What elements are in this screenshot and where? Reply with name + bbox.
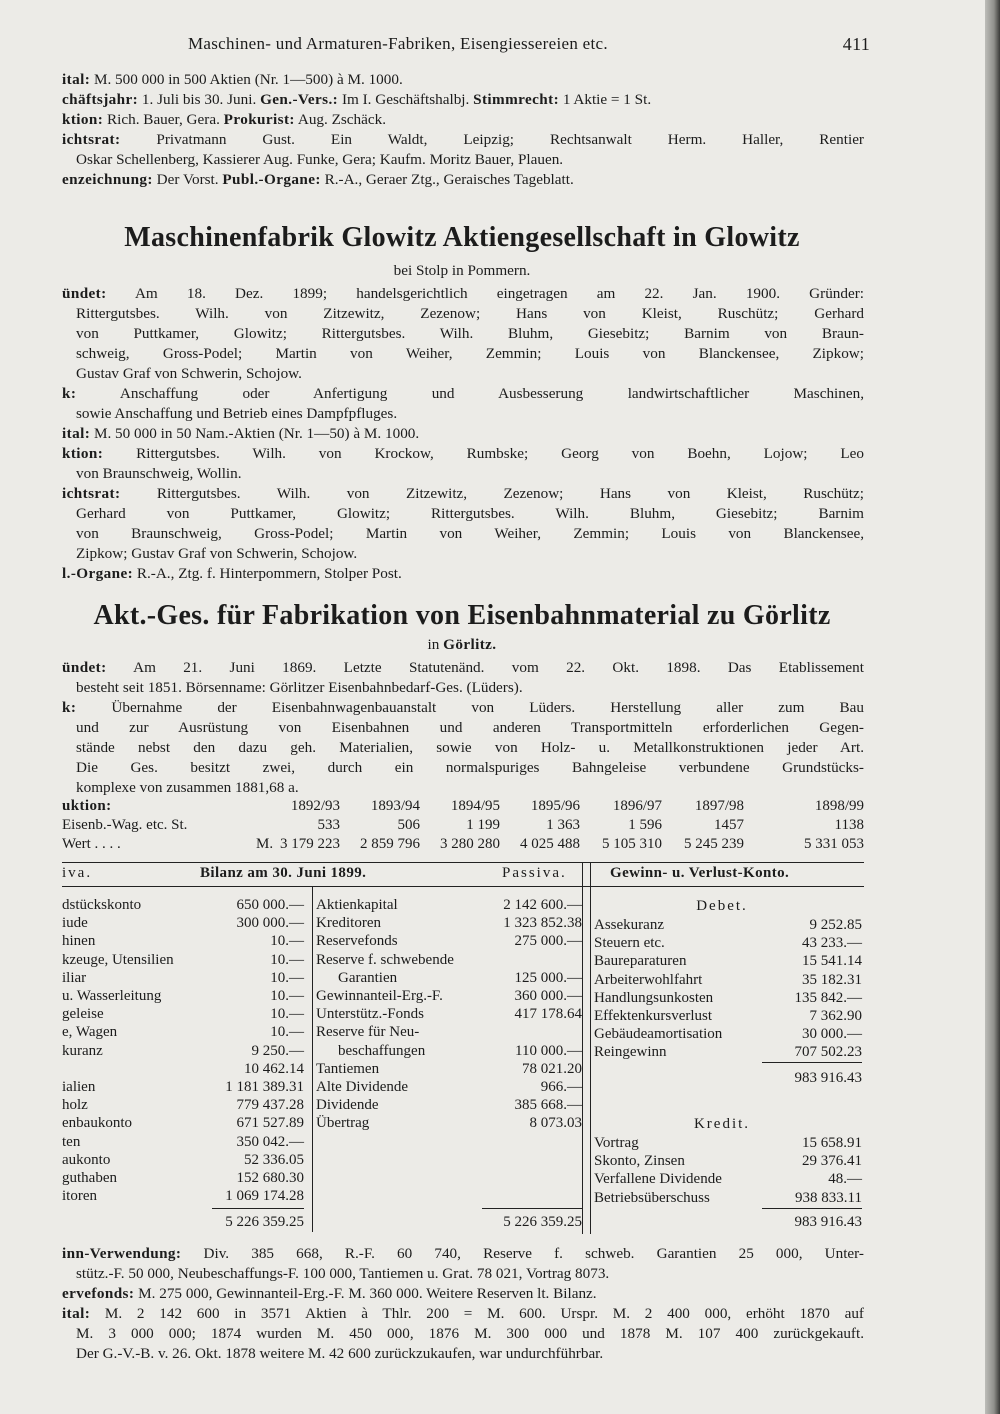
aktiva-item-amount: 650 000.— bbox=[236, 897, 304, 913]
text-line bbox=[62, 524, 864, 544]
text-line bbox=[62, 1244, 864, 1264]
passiva-item-amount: 125 000.— bbox=[514, 969, 582, 986]
field-label: ital: bbox=[62, 1305, 91, 1322]
passiva-item-amount: 385 668.— bbox=[514, 1097, 582, 1114]
kredit-item-amount: 938 833.11 bbox=[795, 1189, 862, 1206]
kredit-label: Kredit. bbox=[693, 1116, 751, 1132]
field-label: Gen.-Vers.: bbox=[260, 91, 339, 108]
field-value: M. 2 142 600 in 3571 Aktien à Thlr. 200 = M. 600. Urspr. M. 2 400 000, erhöht 1870 auf bbox=[90, 1305, 864, 1322]
debet-item-amount: 15 541.14 bbox=[802, 953, 862, 970]
field-value: stütz.-F. 50 000, Neubeschaffungs-F. 100 000, Tantiemen u. Grat. 78 021, Vortrag 8073. bbox=[76, 1265, 610, 1282]
field-value: stände nebst den dazu geh. Materialien, sowie von Holz- u. Metallkonstruktionen jeder Art. bbox=[76, 739, 864, 756]
text-line bbox=[62, 404, 864, 424]
field-label: chäftsjahr: bbox=[62, 91, 139, 108]
text-line bbox=[62, 778, 864, 798]
text-line bbox=[62, 364, 864, 384]
text-line bbox=[62, 658, 864, 678]
kredit-item-label: Vortrag bbox=[594, 1135, 639, 1151]
field-value: Am 21. Juni 1869. Letzte Statutenänd. vom 22. Okt. 1898. Das Etablissement bbox=[106, 659, 864, 676]
field-value: Im I. Geschäftshalbj. bbox=[338, 91, 474, 108]
text-line bbox=[62, 1284, 864, 1304]
field-label: k: bbox=[62, 699, 77, 716]
company2-subtitle-city: Görlitz. bbox=[443, 636, 497, 653]
field-value: Rittergutsbes. Wilh. von Zitzewitz, Zezenow; Hans von Kleist, Ruschütz; bbox=[120, 485, 864, 502]
field-label: ktion: bbox=[62, 445, 104, 462]
text-line bbox=[62, 544, 864, 564]
debet-item-label: Handlungsunkosten bbox=[594, 989, 714, 1006]
production-money-value: 5 245 239 bbox=[684, 836, 744, 852]
production-money-value: 2 859 796 bbox=[360, 836, 420, 852]
debet-item-amount: 135 842.— bbox=[794, 989, 862, 1006]
field-value: Gustav Graf von Schwerin, Schojow. bbox=[76, 365, 302, 382]
book-spine-shadow bbox=[985, 0, 1000, 1414]
field-value: Zipkow; Gustav Graf von Schwerin, Schojow. bbox=[76, 545, 358, 562]
text-line bbox=[62, 110, 864, 130]
aktiva-item-amount: 10.— bbox=[270, 988, 304, 1004]
text-line bbox=[62, 150, 864, 170]
debet-total: 983 916.43 bbox=[794, 1070, 862, 1086]
production-year: 1892/93 bbox=[290, 798, 340, 814]
company1-title: Maschinenfabrik Glowitz Aktiengesellschaft in Glowitz bbox=[124, 222, 800, 253]
balance-sheet bbox=[62, 862, 864, 1234]
running-header bbox=[188, 34, 870, 58]
aktiva-item-amount: 10.— bbox=[270, 969, 304, 986]
field-label: inn-Verwendung: bbox=[62, 1245, 182, 1262]
production-label: uktion: bbox=[62, 798, 112, 814]
aktiva-item-label: enbaukonto bbox=[62, 1115, 132, 1132]
aktiva-label: iva. bbox=[62, 865, 93, 881]
production-wagons-value: 506 bbox=[397, 817, 420, 833]
field-value: 1 Aktie = 1 St. bbox=[559, 91, 652, 108]
aktiva-total: 5 226 359.25 bbox=[225, 1214, 304, 1230]
passiva-item-amount: 1 323 852.38 bbox=[503, 915, 582, 932]
aktiva-item-label: kuranz bbox=[62, 1042, 103, 1059]
passiva-item-amount: 360 000.— bbox=[514, 988, 582, 1004]
field-value: Gerhard von Puttkamer, Glowitz; Rittergutsbes. Wilh. Bluhm, Giesebitz; Barnim bbox=[76, 505, 864, 522]
passiva-item-label: Gewinnanteil-Erg.-F. bbox=[316, 988, 443, 1004]
text-line bbox=[62, 718, 864, 738]
passiva-item-label: Reserve für Neu- bbox=[316, 1024, 420, 1041]
company2-title: Akt.-Ges. für Fabrikation von Eisenbahnmaterial zu Görlitz bbox=[93, 600, 831, 631]
field-label: ichtsrat: bbox=[62, 131, 121, 148]
page-number: 411 bbox=[842, 34, 870, 54]
passiva-item-amount: 110 000.— bbox=[515, 1042, 582, 1059]
text-line bbox=[62, 1344, 864, 1364]
debet-item-amount: 30 000.— bbox=[802, 1026, 862, 1043]
field-value: M. 3 000 000; 1874 wurden M. 450 000, 1876 M. 300 000 und 1878 M. 107 400 zurückgekauft. bbox=[76, 1325, 864, 1342]
company2-subtitle bbox=[62, 636, 862, 654]
text-line bbox=[62, 130, 864, 150]
passiva-item-amount: 2 142 600.— bbox=[503, 897, 582, 913]
company1-subtitle: bei Stolp in Pommern. bbox=[393, 262, 531, 279]
debet-item-label: Arbeiterwohlfahrt bbox=[594, 971, 703, 988]
production-table bbox=[62, 797, 864, 854]
field-value: Rich. Bauer, Gera. bbox=[103, 111, 224, 128]
aktiva-item-label: guthaben bbox=[62, 1170, 117, 1186]
production-row-wagons bbox=[62, 816, 864, 835]
text-line bbox=[62, 738, 864, 758]
field-label: ktion: bbox=[62, 111, 104, 128]
previous-company-tail bbox=[62, 70, 864, 190]
field-value: komplexe von zusammen 1881,68 a. bbox=[76, 779, 299, 796]
field-value: R.-A., Geraer Ztg., Geraisches Tageblatt. bbox=[320, 171, 574, 188]
aktiva-item-amount: 152 680.30 bbox=[236, 1170, 304, 1186]
passiva-item-label: Reservefonds bbox=[316, 933, 398, 950]
production-row1-label: Eisenb.-Wag. etc. St. bbox=[62, 817, 188, 833]
aktiva-item-label: e, Wagen bbox=[62, 1024, 118, 1041]
debet-item-label: Reingewinn bbox=[594, 1044, 667, 1061]
text-line bbox=[62, 1304, 864, 1324]
aktiva-item-label: ialien bbox=[62, 1079, 96, 1095]
field-value: sowie Anschaffung und Betrieb eines Dampfpfluges. bbox=[76, 405, 398, 422]
field-label: ital: bbox=[62, 425, 91, 442]
aktiva-item-label: dstückskonto bbox=[62, 897, 142, 913]
bilanz-title: Bilanz am 30. Juni 1899. bbox=[200, 865, 367, 881]
field-label: k: bbox=[62, 385, 77, 402]
production-year: 1893/94 bbox=[370, 798, 420, 814]
kredit-item-amount: 48.— bbox=[828, 1171, 862, 1188]
text-line bbox=[62, 384, 864, 404]
aktiva-item-amount: 10.— bbox=[270, 1006, 304, 1023]
aktiva-item-label: aukonto bbox=[62, 1151, 111, 1168]
passiva-item-label: beschaffungen bbox=[338, 1042, 426, 1059]
text-line bbox=[62, 1324, 864, 1344]
debet-item-amount: 707 502.23 bbox=[794, 1044, 862, 1061]
aktiva-item-label: u. Wasserleitung bbox=[62, 988, 162, 1004]
production-row2-unit: M. bbox=[256, 836, 274, 852]
aktiva-item-amount: 52 336.05 bbox=[244, 1151, 304, 1168]
production-year: 1894/95 bbox=[450, 798, 500, 814]
text-line bbox=[62, 90, 864, 110]
passiva-item-label: Kreditoren bbox=[316, 915, 381, 932]
field-value: von Puttkamer, Glowitz; Rittergutsbes. Wilh. Bluhm, Giesebitz; Barnim von Braun- bbox=[76, 325, 864, 342]
field-value: Oskar Schellenberg, Kassierer Aug. Funke, Gera; Kaufm. Moritz Bauer, Plauen. bbox=[76, 151, 564, 168]
passiva-item-label: Alte Dividende bbox=[316, 1079, 409, 1095]
passiva-item-amount: 966.— bbox=[540, 1079, 582, 1095]
aktiva-item-label: iliar bbox=[62, 969, 87, 986]
text-line bbox=[62, 170, 864, 190]
kredit-item-amount: 29 376.41 bbox=[802, 1153, 862, 1170]
field-value: Die Ges. besitzt zwei, durch ein normalspuriges Bahngeleise verbundene Grundstücks- bbox=[76, 759, 864, 776]
production-year: 1897/98 bbox=[694, 798, 744, 814]
field-value: von Braunschweig, Wollin. bbox=[76, 465, 242, 482]
field-label: Prokurist: bbox=[223, 111, 295, 128]
text-line bbox=[62, 444, 864, 464]
field-value: Rittergutsbes. Wilh. von Krockow, Rumbske; Georg von Boehn, Lojow; Leo bbox=[103, 445, 864, 462]
debet-item-label: Gebäudeamortisation bbox=[594, 1026, 723, 1043]
text-line bbox=[62, 284, 864, 304]
text-line bbox=[62, 698, 864, 718]
field-value: Privatmann Gust. Ein Waldt, Leipzig; Rechtsanwalt Herm. Haller, Rentier bbox=[120, 131, 864, 148]
passiva-item-label: Aktienkapital bbox=[316, 897, 398, 913]
field-label: ervefonds: bbox=[62, 1285, 135, 1302]
passiva-item-label: Tantiemen bbox=[316, 1060, 380, 1077]
field-value: Der G.-V.-B. v. 26. Okt. 1878 weitere M. 42 600 zurückzukaufen, war undurchführbar. bbox=[76, 1345, 604, 1362]
aktiva-item-amount: 10 462.14 bbox=[244, 1060, 304, 1077]
text-line bbox=[62, 564, 864, 584]
production-money-value: 3 280 280 bbox=[440, 836, 500, 852]
production-money-value: 3 179 223 bbox=[280, 836, 340, 852]
passiva-item-amount: 417 178.64 bbox=[514, 1006, 582, 1023]
production-row-value bbox=[62, 835, 864, 854]
field-value: Der Vorst. bbox=[152, 171, 223, 188]
debet-label: Debet. bbox=[696, 898, 748, 914]
field-label: ital: bbox=[62, 71, 91, 88]
notes-block bbox=[62, 1244, 864, 1364]
aktiva-item-amount: 10.— bbox=[270, 951, 304, 968]
field-label: ündet: bbox=[62, 285, 107, 302]
production-wagons-value: 1138 bbox=[834, 817, 864, 833]
header-title: Maschinen- und Armaturen-Fabriken, Eisengiessereien etc. bbox=[188, 34, 608, 53]
field-value: 1. Juli bis 30. Juni. bbox=[138, 91, 261, 108]
field-value: Aug. Zschäck. bbox=[294, 111, 386, 128]
passiva-item-label: Dividende bbox=[316, 1097, 379, 1114]
debet-item-label: Baureparaturen bbox=[594, 953, 687, 970]
text-line bbox=[62, 344, 864, 364]
aktiva-item-amount: 671 527.89 bbox=[236, 1115, 304, 1132]
passiva-item-label: Reserve f. schwebende bbox=[316, 951, 454, 968]
production-header-row bbox=[62, 797, 864, 816]
kredit-item-amount: 15 658.91 bbox=[802, 1135, 862, 1151]
field-value: M. 50 000 in 50 Nam.-Aktien (Nr. 1—50) à M. 1000. bbox=[90, 425, 420, 442]
text-line bbox=[62, 424, 864, 444]
text-line bbox=[62, 678, 864, 698]
debet-item-label: Effektenkursverlust bbox=[594, 1008, 713, 1024]
production-money-value: 5 105 310 bbox=[602, 836, 662, 852]
passiva-label: Passiva. bbox=[502, 865, 567, 881]
field-label: enzeichnung: bbox=[62, 171, 153, 188]
text-line bbox=[62, 1264, 864, 1284]
text-line bbox=[62, 70, 864, 90]
passiva-item-amount: 8 073.03 bbox=[529, 1115, 582, 1132]
company2-details bbox=[62, 658, 864, 798]
field-label: ichtsrat: bbox=[62, 485, 121, 502]
kredit-item-label: Verfallene Dividende bbox=[594, 1171, 722, 1188]
text-line bbox=[62, 304, 864, 324]
company2-subtitle-prefix: in bbox=[427, 636, 440, 653]
debet-item-amount: 7 362.90 bbox=[809, 1008, 862, 1024]
field-value: Übernahme der Eisenbahnwagenbauanstalt von Lüders. Herstellung aller zum Bau bbox=[76, 699, 864, 716]
field-label: Stimmrecht: bbox=[473, 91, 560, 108]
field-value: M. 500 000 in 500 Aktien (Nr. 1—500) à M. 1000. bbox=[90, 71, 403, 88]
passiva-item-label: Garantien bbox=[338, 969, 398, 986]
passiva-item-amount: 275 000.— bbox=[514, 933, 582, 950]
aktiva-item-label: holz bbox=[62, 1097, 88, 1114]
kredit-total: 983 916.43 bbox=[794, 1214, 862, 1230]
debet-item-label: Steuern etc. bbox=[594, 935, 665, 952]
aktiva-item-amount: 9 250.— bbox=[251, 1042, 304, 1059]
aktiva-item-amount: 779 437.28 bbox=[236, 1097, 304, 1114]
field-value: M. 275 000, Gewinnanteil-Erg.-F. M. 360 000. Weitere Reserven lt. Bilanz. bbox=[134, 1285, 597, 1302]
text-line bbox=[62, 504, 864, 524]
aktiva-item-label: iude bbox=[62, 915, 88, 932]
field-value: Anschaffung oder Anfertigung und Ausbesserung landwirtschaftlicher Maschinen, bbox=[76, 385, 864, 402]
company1-details bbox=[62, 284, 864, 584]
field-value: besteht seit 1851. Börsenname: Görlitzer Eisenbahnbedarf-Ges. (Lüders). bbox=[76, 679, 523, 696]
gv-title: Gewinn- u. Verlust-Konto. bbox=[610, 865, 790, 881]
passiva-item-label: Übertrag bbox=[316, 1115, 370, 1132]
kredit-item-label: Betriebsüberschuss bbox=[594, 1189, 710, 1206]
passiva-total: 5 226 359.25 bbox=[503, 1214, 582, 1230]
field-value: von Braunschweig, Gross-Podel; Martin von Weiher, Zemmin; Louis von Blanckensee, bbox=[76, 525, 864, 542]
aktiva-item-amount: 10.— bbox=[270, 933, 304, 950]
field-label: Publ.-Organe: bbox=[222, 171, 321, 188]
production-money-value: 5 331 053 bbox=[804, 836, 864, 852]
aktiva-item-label: geleise bbox=[62, 1006, 104, 1023]
production-year: 1898/99 bbox=[814, 798, 864, 814]
aktiva-item-label: ten bbox=[62, 1133, 81, 1150]
field-value: R.-A., Ztg. f. Hinterpommern, Stolper Post. bbox=[133, 565, 402, 582]
aktiva-item-label: kzeuge, Utensilien bbox=[62, 951, 174, 968]
field-value: Div. 385 668, R.-F. 60 740, Reserve f. schweb. Garantien 25 000, Unter- bbox=[181, 1245, 864, 1262]
aktiva-item-amount: 300 000.— bbox=[236, 915, 304, 932]
production-wagons-value: 1 596 bbox=[628, 817, 662, 833]
debet-item-amount: 35 182.31 bbox=[802, 971, 862, 988]
debet-item-label: Assekuranz bbox=[594, 917, 664, 933]
aktiva-item-amount: 1 069 174.28 bbox=[225, 1188, 304, 1205]
production-money-value: 4 025 488 bbox=[520, 836, 580, 852]
aktiva-item-amount: 10.— bbox=[270, 1024, 304, 1041]
production-wagons-value: 1 363 bbox=[546, 817, 580, 833]
production-year: 1896/97 bbox=[612, 798, 662, 814]
production-wagons-value: 533 bbox=[317, 817, 340, 833]
field-label: l.-Organe: bbox=[62, 565, 134, 582]
aktiva-item-label: hinen bbox=[62, 933, 96, 950]
text-line bbox=[62, 484, 864, 504]
passiva-item-amount: 78 021.20 bbox=[522, 1060, 582, 1077]
passiva-item-label: Unterstütz.-Fonds bbox=[316, 1006, 424, 1023]
field-value: schweig, Gross-Podel; Martin von Weiher, Zemmin; Louis von Blanckensee, Zipkow; bbox=[76, 345, 864, 362]
text-line bbox=[62, 758, 864, 778]
text-line bbox=[62, 464, 864, 484]
aktiva-item-amount: 1 181 389.31 bbox=[225, 1079, 304, 1095]
production-wagons-value: 1 199 bbox=[466, 817, 500, 833]
field-value: Rittergutsbes. Wilh. von Zitzewitz, Zezenow; Hans von Kleist, Ruschütz; Gerhard bbox=[76, 305, 864, 322]
debet-item-amount: 9 252.85 bbox=[809, 917, 862, 933]
production-row2-label: Wert . . . . bbox=[62, 836, 121, 852]
kredit-item-label: Skonto, Zinsen bbox=[594, 1153, 685, 1170]
debet-item-amount: 43 233.— bbox=[802, 935, 862, 952]
text-line bbox=[62, 324, 864, 344]
field-value: Am 18. Dez. 1899; handelsgerichtlich eingetragen am 22. Jan. 1900. Gründer: bbox=[106, 285, 864, 302]
production-wagons-value: 1457 bbox=[714, 817, 744, 833]
field-label: ündet: bbox=[62, 659, 107, 676]
aktiva-item-amount: 350 042.— bbox=[236, 1133, 304, 1150]
production-year: 1895/96 bbox=[530, 798, 580, 814]
aktiva-item-label: itoren bbox=[62, 1188, 97, 1205]
field-value: und zur Ausrüstung von Eisenbahnen und anderen Transportmitteln erforderlichen Gegen- bbox=[76, 719, 864, 736]
